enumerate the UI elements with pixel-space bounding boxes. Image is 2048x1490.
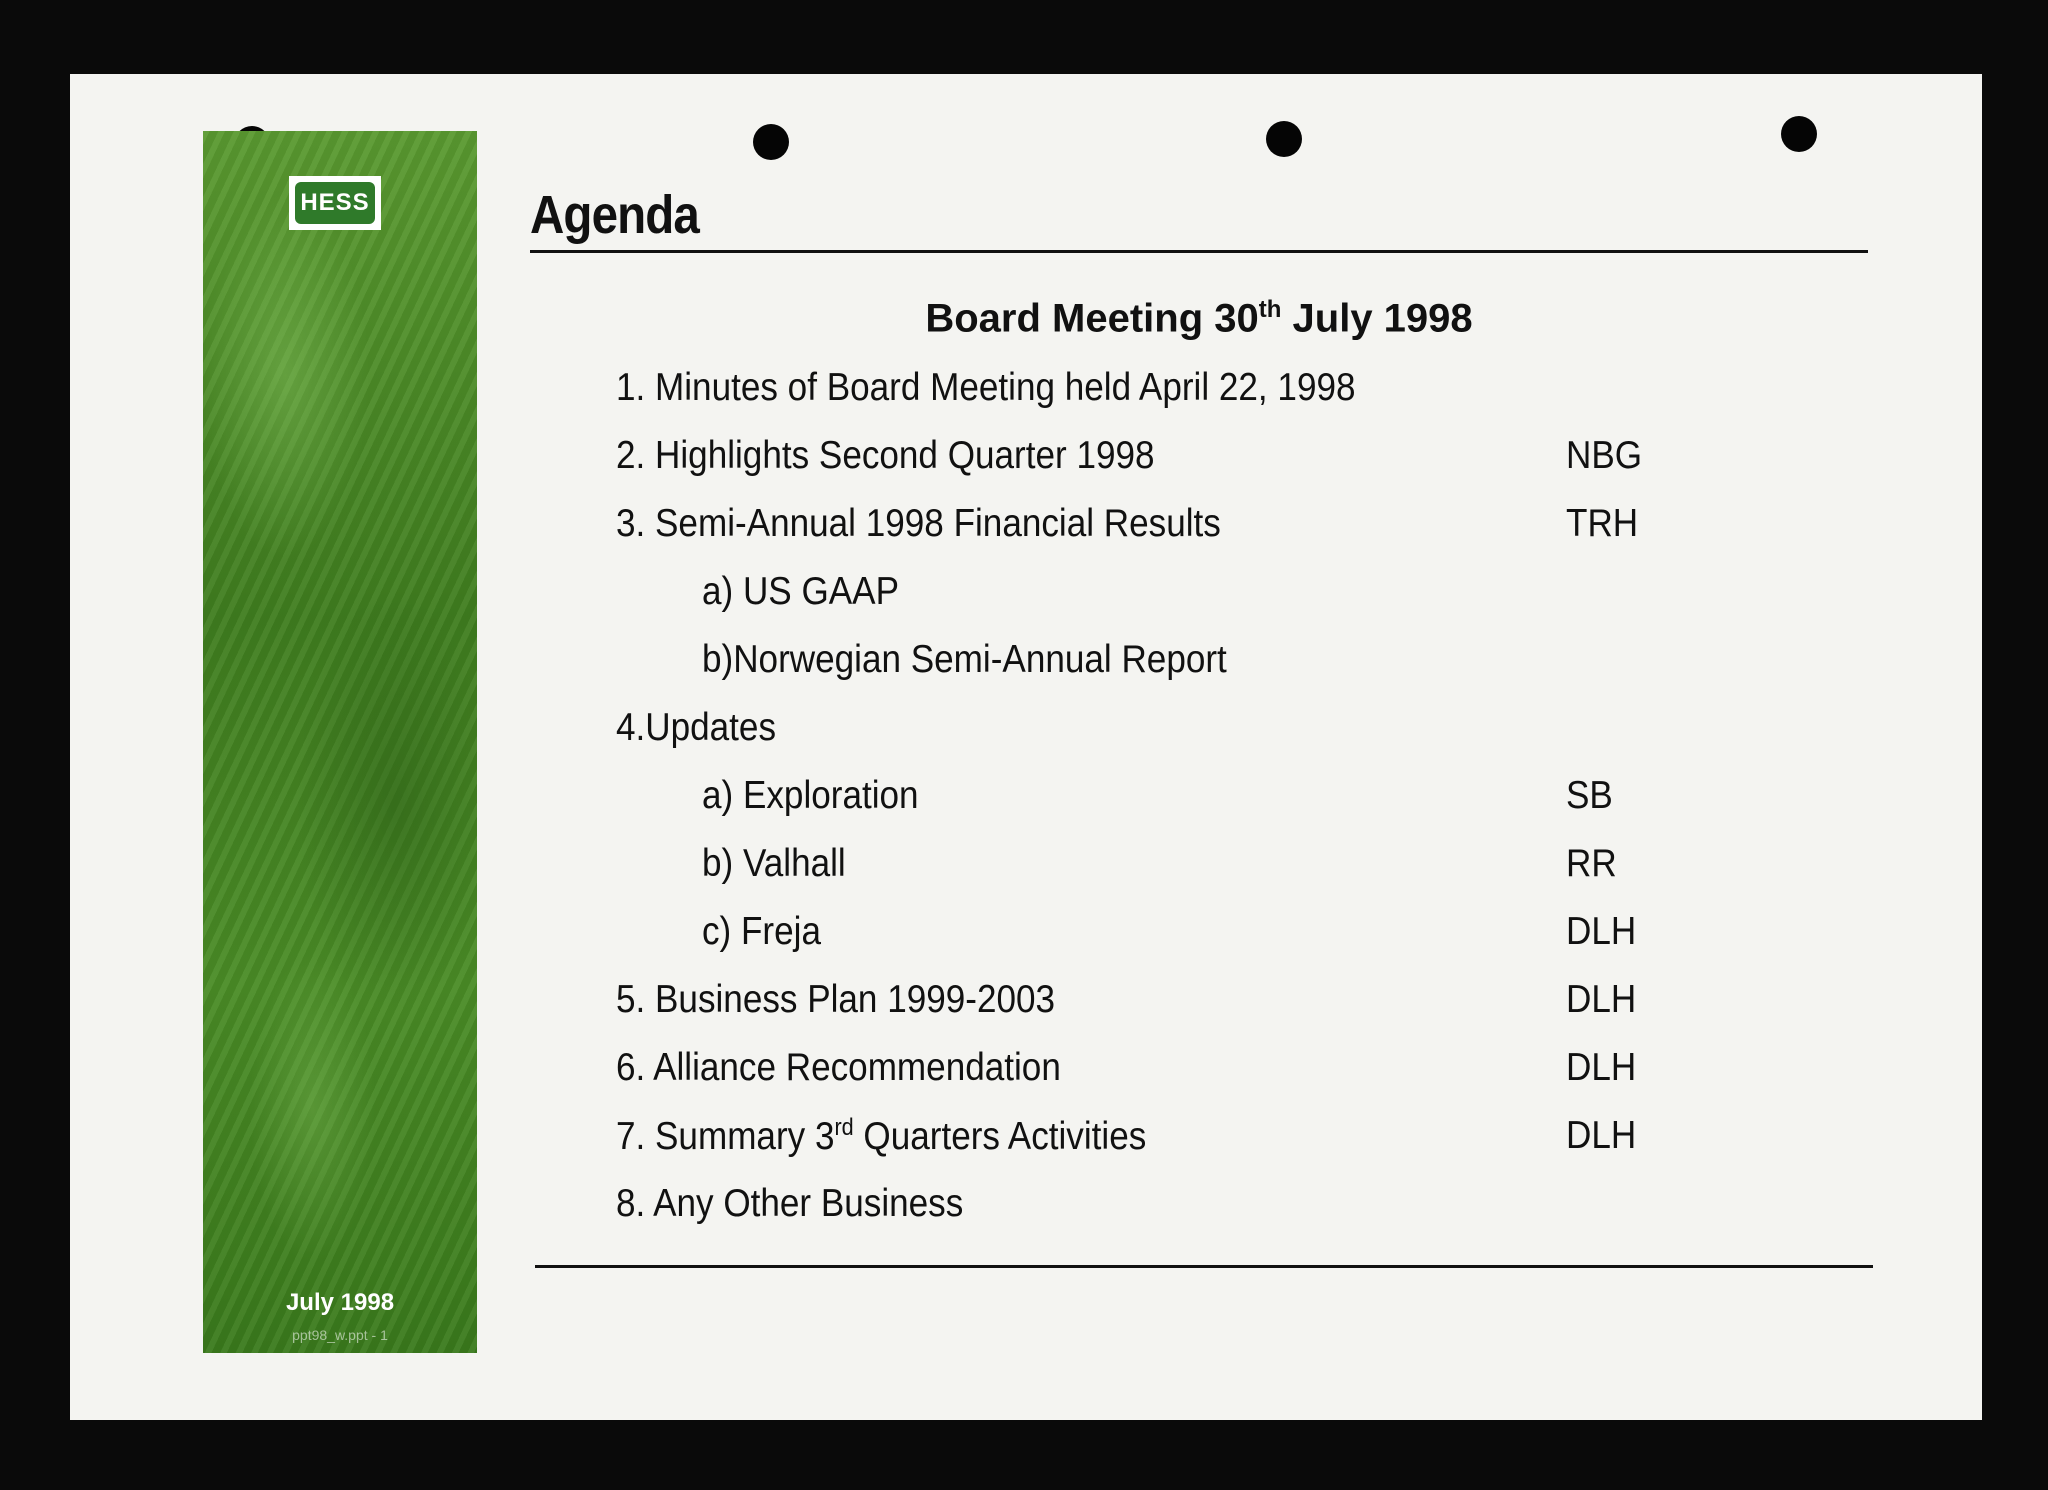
agenda-presenter: NBG — [1566, 434, 1643, 477]
meeting-title-prefix: Board Meeting 30 — [925, 296, 1259, 341]
top-divider — [530, 250, 1868, 253]
agenda-subitem: b) Valhall — [702, 842, 846, 885]
file-reference: ppt98_w.ppt - 1 — [292, 1327, 388, 1343]
agenda-subitem: a) US GAAP — [702, 570, 900, 613]
agenda-item — [616, 1114, 1146, 1159]
hess-logo-text: HESS — [295, 182, 375, 224]
agenda-item: 1. Minutes of Board Meeting held April 22, 1998 — [616, 366, 1356, 409]
agenda-item: 2. Highlights Second Quarter 1998 — [616, 434, 1155, 477]
agenda-item-suffix: Quarters Activities — [853, 1115, 1147, 1158]
agenda-item: 5. Business Plan 1999-2003 — [616, 978, 1056, 1021]
punch-hole — [1781, 116, 1817, 152]
bottom-divider — [535, 1265, 1873, 1268]
meeting-title-suffix: July 1998 — [1281, 296, 1473, 341]
agenda-item: 4.Updates — [616, 706, 777, 749]
agenda-subitem: b)Norwegian Semi-Annual Report — [702, 638, 1227, 681]
agenda-item: 8. Any Other Business — [616, 1182, 964, 1225]
agenda-presenter: SB — [1566, 774, 1613, 817]
meeting-title-ordinal: th — [1258, 296, 1282, 323]
agenda-item-ordinal: rd — [834, 1114, 854, 1141]
agenda-presenter: DLH — [1566, 910, 1637, 953]
agenda-page — [70, 74, 1982, 1420]
page-title: Agenda — [530, 185, 699, 245]
agenda-presenter: TRH — [1566, 502, 1639, 545]
punch-hole — [753, 124, 789, 160]
green-sidebar — [203, 131, 477, 1353]
meeting-title — [530, 296, 1868, 341]
agenda-presenter: DLH — [1566, 1046, 1637, 1089]
punch-hole — [1266, 121, 1302, 157]
agenda-subitem: c) Freja — [702, 910, 821, 953]
hess-logo — [289, 176, 381, 230]
agenda-presenter: DLH — [1566, 1114, 1637, 1157]
agenda-presenter: RR — [1566, 842, 1617, 885]
agenda-item: 3. Semi-Annual 1998 Financial Results — [616, 502, 1221, 545]
agenda-subitem: a) Exploration — [702, 774, 919, 817]
agenda-item-prefix: 7. Summary 3 — [616, 1115, 835, 1158]
agenda-presenter: DLH — [1566, 978, 1637, 1021]
agenda-item: 6. Alliance Recommendation — [616, 1046, 1061, 1089]
sidebar-date: July 1998 — [285, 1289, 395, 1316]
